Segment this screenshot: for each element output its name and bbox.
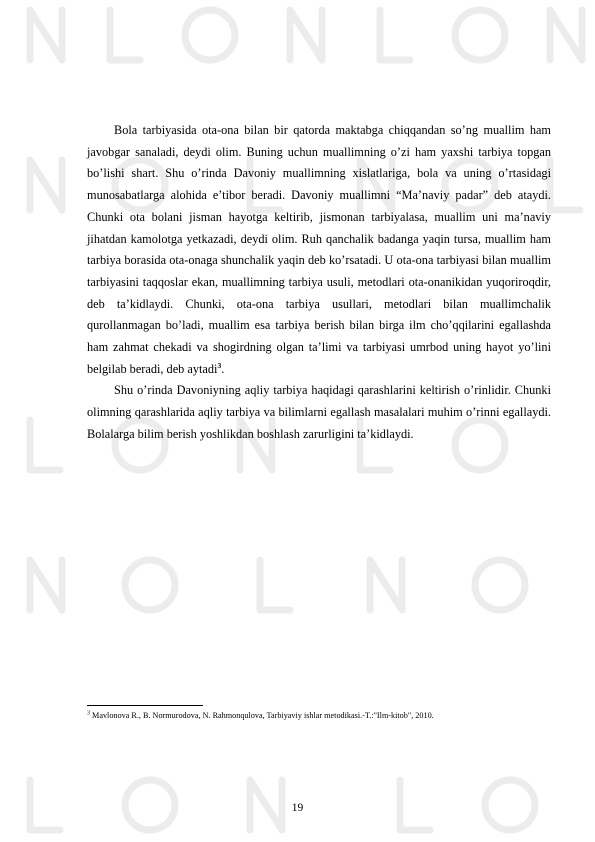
footnote-reference[interactable]: 3 [217, 360, 222, 370]
footnote-divider [87, 705, 203, 706]
paragraph-2 [87, 380, 551, 445]
paragraph-1-text: Bola tarbiyasida ota-ona bilan bir qatorda maktabga chiqqandan so’ng muallim ham javobgar sanaladi, deydi olim. Buning uchun muallimning o’zi ham yaxshi tarbiya topgan bo’lishi shart. Shu o’rinda Davoniy muallimning xislatlariga, bola va uning o’rtasidagi munosabatlarga alohida e’tibor beradi. Davoniy muallimni “Ma’naviy padar” deb ataydi. Chunki ota bolani jisman hayotga keltirib, jismonan tarbiyalasa, muallim uni ma’naviy jihatdan kamolotga yetkazadi, deydi olim. Ruh qanchalik badanga yaqin tursa, muallim ham tarbiya borasida ota-onaga shunchalik yaqin deb ko’rsatadi. U ota-ona tarbiyasi bilan muallim tarbiyasini taqqoslar ekan, muallimning tarbiya usuli, metodlari ota-onanikidan yuqoriroqdir, deb ta’kidlaydi. Chunki, ota-ona tarbiya usullari, metodlari bilan muallimchalik qurollanmagan bo’ladi, muallim esa tarbiya berish bilan birga ilm cho’qqilarini egallashda ham zahmat chekadi va shogirdning olgan ta’limi va tarbiyasi umrbod uning hayot yo’lini belgilab beradi, deb aytadi [87, 123, 551, 376]
body-text [87, 120, 551, 446]
paragraph-2-text: Shu o’rinda Davoniyning aqliy tarbiya haqidagi qarashlarini keltirish o’rinlidir. Chunki olimning qarashlarida aqliy tarbiya va bilimlarni egallash masalalari muhim o’rinni egallaydi. Bolalarga bilim berish yoshlikdan boshlash zarurligini ta’kidlaydi. [87, 383, 551, 441]
paragraph-1-end: . [221, 361, 225, 376]
page-number: 19 [291, 802, 304, 814]
paragraph-1 [87, 120, 551, 380]
footnote [87, 710, 551, 721]
footnote-text: Mavlonova R., B. Normurodova, N. Rahmonqulova, Tarbiyaviy ishlar metodikasi.-T.:"Ilm-kitob", 2010. [92, 711, 434, 720]
footnote-number: 3 [87, 710, 90, 717]
